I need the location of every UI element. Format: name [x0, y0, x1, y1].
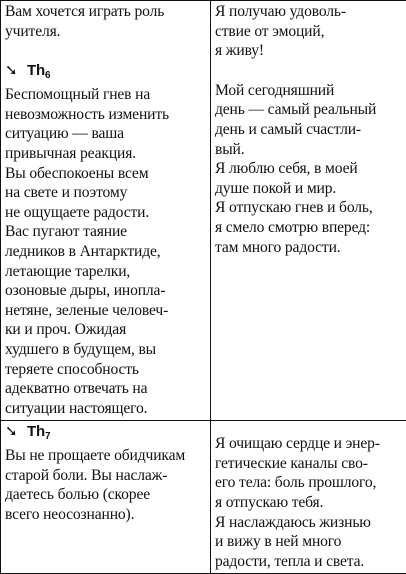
text-line: я живу! — [215, 41, 405, 61]
text-line: там много радости. — [215, 238, 405, 258]
text-line: гетические каналы сво- — [215, 454, 405, 474]
text-line: день и самый счастли- — [215, 120, 405, 140]
section-code-th6: ➘ $Th_6$ — [5, 61, 207, 85]
section-code-th7: ➘ $Th_7$ — [5, 422, 207, 446]
text-line: даетесь болью (скорее — [5, 485, 207, 505]
text-line: Я наслаждаюсь жизнью — [215, 513, 405, 533]
text-line: Беспомощный гнев на — [5, 85, 207, 105]
text-line: Вам хочется играть роль — [5, 2, 207, 22]
affirmation-cell — [211, 1, 406, 421]
text-line: вый. — [215, 140, 405, 160]
text-line: учителя. — [5, 22, 207, 42]
text-line: озоновые дыры, инопла- — [5, 281, 207, 301]
problem-cell — [1, 421, 211, 574]
text-line: Вы не прощаете обидчикам — [5, 446, 207, 466]
text-line: ки и проч. Ожидая — [5, 320, 207, 340]
text-line: душе покой и мир. — [215, 179, 405, 199]
text-line: нетяне, зеленые человеч- — [5, 301, 207, 321]
arrow-down-right-icon: ➘ — [5, 422, 27, 441]
text-line: ствие от эмоций, — [215, 22, 405, 42]
text-line: невозможность изменить — [5, 105, 207, 125]
text-line: ситуации настоящего. — [5, 399, 207, 419]
text-line: день — самый реальный — [215, 100, 405, 120]
arrow-down-right-icon: ➘ — [5, 61, 27, 80]
text-line: на свете и поэтому — [5, 183, 207, 203]
table-row — [1, 421, 406, 574]
text-line: теряете способность — [5, 360, 207, 380]
text-line: ситуацию — ваша — [5, 124, 207, 144]
text-line: Я отпускаю гнев и боль, — [215, 198, 405, 218]
text-line: я отпускаю тебя. — [215, 493, 405, 513]
text-line: Мой сегодняшний — [215, 81, 405, 101]
text-line: я смело смотрю вперед: — [215, 218, 405, 238]
text-line: радости, тепла и света. — [215, 552, 405, 572]
text-line: и вижу в ней много — [215, 532, 405, 552]
text-line: Я очищаю сердце и энер- — [215, 434, 405, 454]
text-line: всего неосознанно). — [5, 505, 207, 525]
text-line: адекватно отвечать на — [5, 379, 207, 399]
text-line: его тела: боль прошлого, — [215, 473, 405, 493]
text-line: Я получаю удоволь- — [215, 2, 405, 22]
text-line: Вы обеспокоены всем — [5, 164, 207, 184]
text-line: Я люблю себя, в моей — [215, 159, 405, 179]
text-line: старой боли. Вы наслаж- — [5, 466, 207, 486]
text-line: не ощущаете радости. — [5, 203, 207, 223]
affirmation-cell — [211, 421, 406, 574]
problem-cell — [1, 1, 211, 421]
text-line: привычная реакция. — [5, 144, 207, 164]
text-line: худшего в будущем, вы — [5, 340, 207, 360]
text-line: ледников в Антарктиде, — [5, 242, 207, 262]
text-line: Вас пугают таяние — [5, 222, 207, 242]
text-line: летающие тарелки, — [5, 262, 207, 282]
table-row — [1, 1, 406, 421]
